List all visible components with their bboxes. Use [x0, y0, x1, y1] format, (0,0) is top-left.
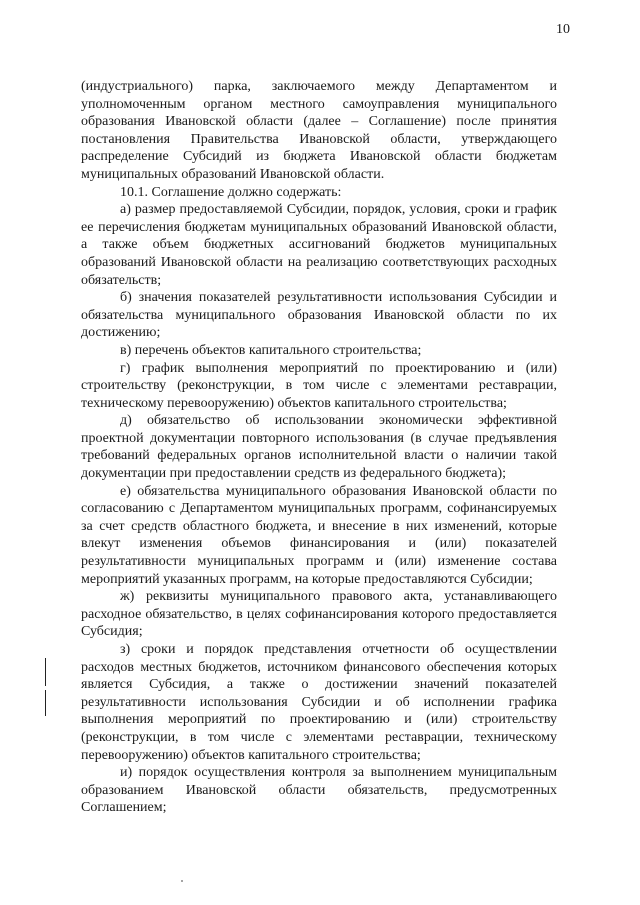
- paragraph-item-a: а) размер предоставляемой Субсидии, порядок, условия, сроки и график ее перечисления бюджетам муниципальных образований Ивановской области, а также объем бюджетных ассигнований бюджетов муниципальных образований Ивановской области на реализацию соответствующих расходных обязательств;: [81, 202, 557, 288]
- scan-speck: [181, 880, 183, 882]
- document-body: [81, 78, 557, 817]
- paragraph-continuation: (индустриального) парка, заключаемого между Департаментом и уполномоченным органом местного самоуправления муниципального образования Ивановской области (далее – Соглашение) после принятия постановления Правительства Ивановской области, утверждающего распределение Субсидий из бюджета Ивановской области бюджетам муниципальных образований Ивановской области.: [81, 79, 557, 182]
- paragraph-item-b: б) значения показателей результативности использования Субсидии и обязательства муниципального образования Ивановской области по их достижению;: [81, 290, 557, 341]
- page-number: 10: [556, 22, 570, 37]
- paragraph-clause-10-1: 10.1. Соглашение должно содержать:: [120, 184, 342, 200]
- paragraph-item-v: в) перечень объектов капитального строительства;: [120, 342, 422, 358]
- margin-scan-mark: [45, 658, 46, 686]
- paragraph-item-g: г) график выполнения мероприятий по проектированию и (или) строительству (реконструкции, в том числе с элементами реставрации, техническому перевооружению) объектов капитального строительства;: [81, 360, 557, 411]
- paragraph-item-i: и) порядок осуществления контроля за выполнением муниципальным образованием Ивановской области обязательств, предусмотренных Соглашением;: [81, 765, 557, 816]
- paragraph-item-z: з) сроки и порядок представления отчетности об осуществлении расходов местных бюджетов, источником финансового обеспечения которых является Субсидия, а также о достижении значений показателей результативности использования Субсидии и об исполнении графика выполнения мероприятий по проектированию и (или) строительству (реконструкции, в том числе с элементами реставрации, техническому перевооружению) объектов капитального строительства;: [81, 642, 557, 763]
- paragraph-item-zh: ж) реквизиты муниципального правового акта, устанавливающего расходное обязательство, в целях софинансирования которого предоставляется Субсидия;: [81, 589, 557, 640]
- paragraph-item-e: е) обязательства муниципального образования Ивановской области по согласованию с Департаментом муниципальных программ, софинансируемых за счет средств областного бюджета, и внесение в них изменений, которые влекут изменения объемов финансирования и (или) показателей результативности муниципальных программ и (или) изменение состава мероприятий указанных программ, на которые предоставляются Субсидии;: [81, 483, 557, 587]
- paragraph-item-d: д) обязательство об использовании экономически эффективной проектной документации повторного использования (в случае предъявления требований федеральных органов исполнительной власти о наличии такой документации при предоставлении средств из федерального бюджета);: [81, 413, 557, 482]
- margin-scan-mark: [45, 690, 46, 716]
